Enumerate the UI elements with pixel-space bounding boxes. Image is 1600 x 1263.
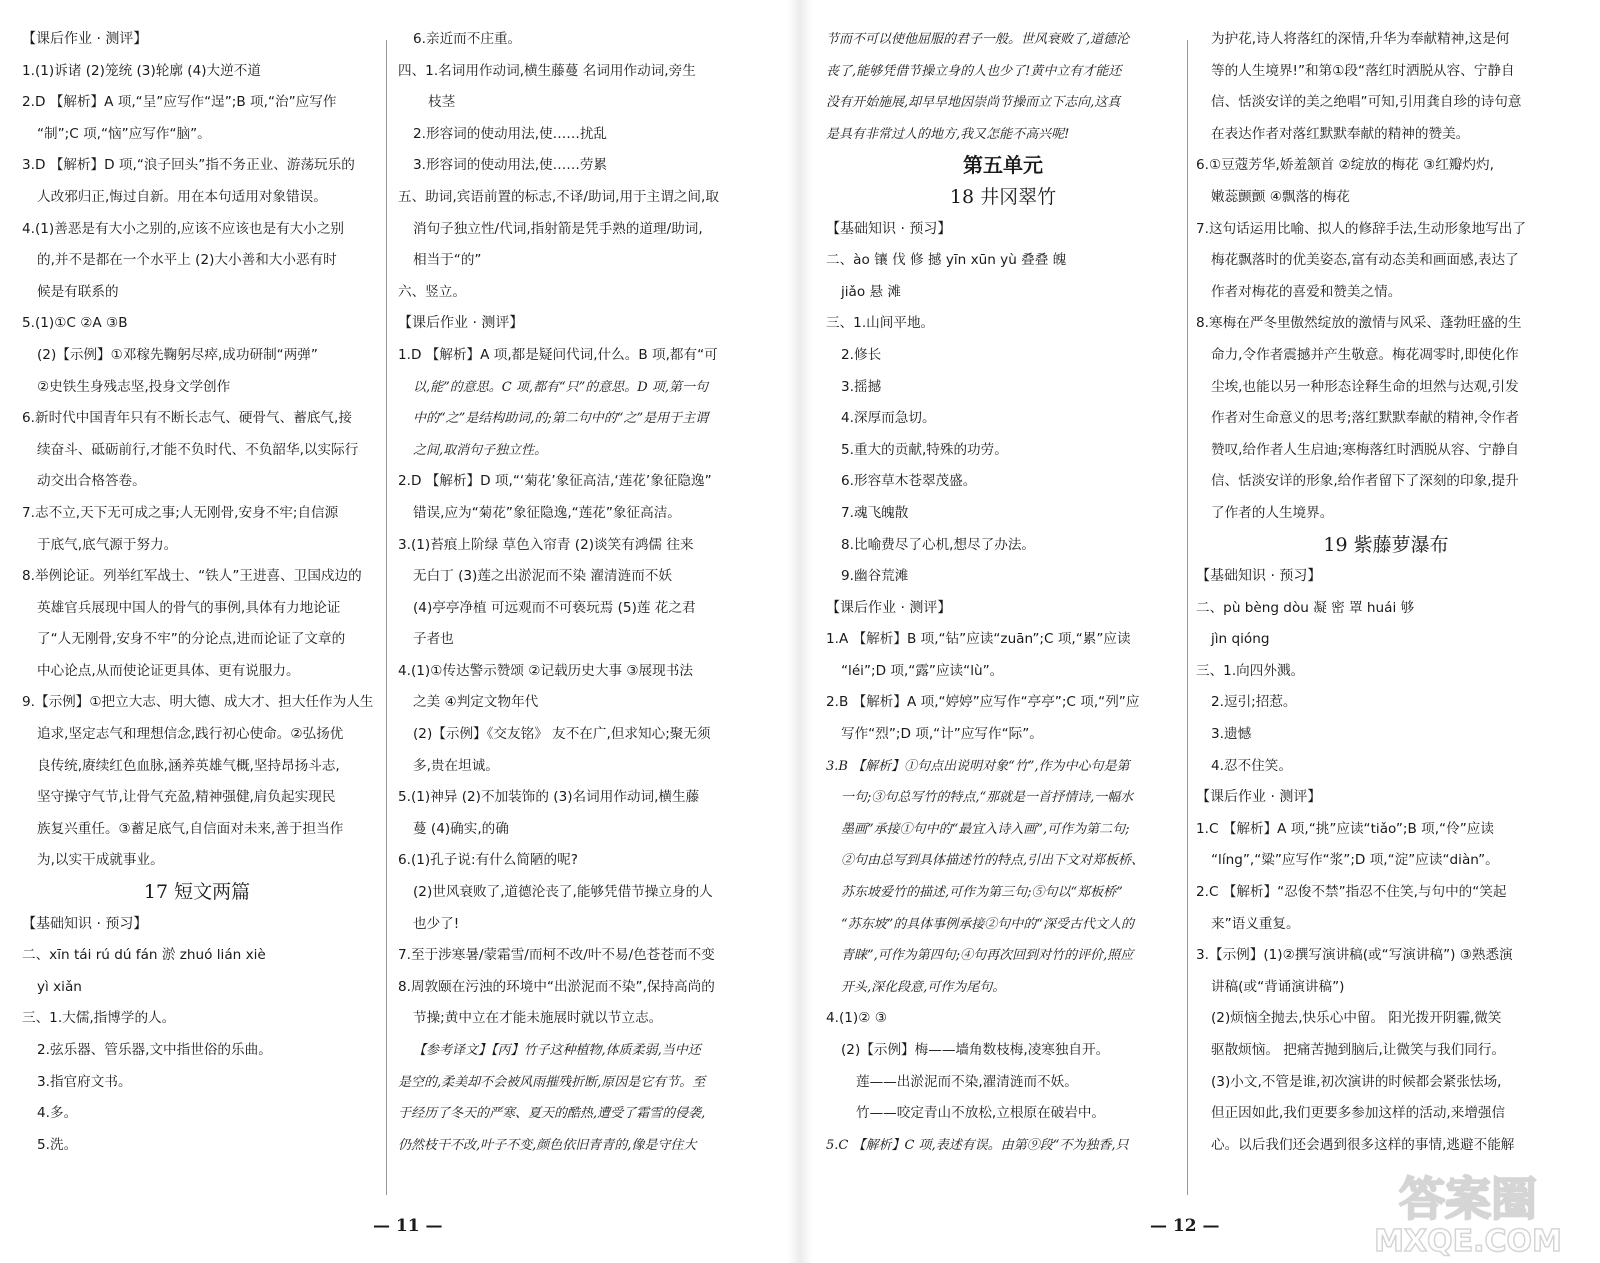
answer-line: 苏东坡爱竹的描述,可作为第三句;⑤句以“郑板桥” — [841, 885, 1123, 901]
answer-line: 以,能”的意思。C 项,都有“只”的意思。D 项,第一句 — [413, 379, 708, 395]
answer-line: 来”语义重复。 — [1211, 915, 1300, 932]
answer-line: 2.B 【解析】A 项,“婷婷”应写作“亭亭”;C 项,“列”应 — [826, 694, 1140, 711]
answer-line: “léi”;D 项,“露”应读“lù”。 — [841, 662, 1004, 679]
answer-line: 在表达作者对落红默默奉献的精神的赞美。 — [1211, 125, 1470, 142]
answer-line: 青睐”,可作为第四句;④句再次回到对竹的评价,照应 — [841, 948, 1134, 964]
lesson-title: 17 短文两篇 — [143, 881, 251, 904]
answer-line: 3.D 【解析】D 项,“浪子回头”指不务正业、游荡玩乐的 — [22, 157, 355, 174]
answer-line: 族复兴重任。③蓄足底气,自信面对未来,善于担当作 — [37, 820, 344, 837]
watermark-logo-icon — [1346, 1163, 1591, 1259]
section-heading: 【课后作业 · 测评】 — [22, 31, 148, 47]
answer-line: 8.寒梅在严冬里傲然绽放的激情与风采、蓬勃旺盛的生 — [1196, 315, 1522, 332]
answer-line: 4.(1)② ③ — [826, 1010, 887, 1027]
answer-line: 无白丁 (3)莲之出淤泥而不染 濯清涟而不妖 — [413, 568, 672, 585]
answer-line: 4.(1)善恶是有大小之别的,应该不应该也是有大小之别 — [22, 220, 345, 237]
answer-line: 6.①豆蔻芳华,娇羞颔首 ②绽放的梅花 ③红瓣灼灼, — [1196, 157, 1494, 174]
translation-line: 于经历了冬天的严寒、夏天的酷热,遭受了霜雪的侵袭, — [398, 1106, 706, 1122]
answer-line: 6.(1)孔子说:有什么简陋的呢? — [398, 852, 578, 869]
answer-line: 三、1.向四外溅。 — [1196, 662, 1305, 679]
answer-line: 8.周敦颐在污浊的环境中“出淤泥而不染”,保持高尚的 — [398, 978, 715, 995]
answer-line: 之间,取消句子独立性。 — [413, 442, 548, 458]
answer-line: “苏东坡”的具体事例承接②句中的“深受古代文人的 — [841, 916, 1134, 932]
answer-line: 5.(1)①C ②A ③B — [22, 315, 128, 332]
answer-line: 蔓 (4)确实,的确 — [413, 820, 509, 837]
answer-line: 为,以实干成就事业。 — [37, 852, 164, 869]
answer-line: 5.(1)神异 (2)不加装饰的 (3)名词用作动词,横生藤 — [398, 789, 700, 806]
answer-line: 中心论点,从而使论证更具体、更有说服力。 — [37, 662, 300, 679]
answer-line: jiǎo 悬 滩 — [841, 283, 902, 300]
lesson-title: 19 紫藤萝瀑布 — [1323, 533, 1449, 556]
answer-line: 作者对梅花的喜爱和赞美之情。 — [1211, 283, 1402, 300]
answer-line: yì xiǎn — [37, 978, 82, 995]
answer-line: 3.指官府文书。 — [37, 1073, 132, 1090]
answer-line: 3.B 【解析】①句点出说明对象“竹”,作为中心句是第 — [826, 758, 1130, 774]
answer-line: 一句;③句总写竹的特点,“那就是一首抒情诗,一幅水 — [841, 790, 1134, 806]
answer-line: 写作“烈”;D 项,“计”应写作“际”。 — [841, 726, 1043, 743]
answer-line: 六、竖立。 — [398, 283, 466, 300]
answer-line: ②史铁生身残志坚,投身文学创作 — [37, 378, 231, 395]
answer-line: 2.D 【解析】A 项,“呈”应写作“逞”;B 项,“治”应写作 — [22, 94, 337, 111]
answer-line: 3.遗憾 — [1211, 726, 1252, 743]
answer-line: 讲稿(或“背诵演讲稿”) — [1211, 978, 1345, 995]
translation-line: 仍然枝干不改,叶子不变,颜色依旧青青的,像是守住大 — [398, 1137, 697, 1153]
answer-line: 相当于“的” — [413, 252, 482, 269]
section-heading: 【基础知识 · 预习】 — [22, 915, 148, 932]
answer-line: 5.C 【解析】C 项,表述有误。由第⑨段“不为独香,只 — [826, 1137, 1129, 1153]
section-heading: 【基础知识 · 预习】 — [1196, 568, 1322, 585]
answer-line: (3)小文,不管是谁,初次演讲的时候都会紧张怯场, — [1211, 1073, 1502, 1090]
answer-line: 3.形容词的使动用法,使……劳累 — [413, 157, 608, 174]
page-number-right: — 12 — — [1150, 1216, 1220, 1236]
answer-line: 追求,坚定志气和理想信念,践行初心使命。②弘扬优 — [37, 726, 344, 743]
watermark-bottom-text: MXQE.COM — [1374, 1224, 1562, 1259]
answer-line: 2.形容词的使动用法,使……扰乱 — [413, 125, 608, 142]
answer-line: 1.A 【解析】B 项,“钻”应读“zuān”;C 项,“累”应读 — [826, 631, 1131, 648]
answer-line: 赞叹,给作者人生启迪;寒梅落红时洒脱从容、宁静自 — [1211, 441, 1519, 458]
left-page-column-2 — [398, 24, 766, 1161]
answer-line: 子者也 — [413, 631, 454, 648]
answer-line: 信、恬淡安详的美之绝唱”可知,引用龚自珍的诗句意 — [1211, 94, 1522, 111]
answer-line: 6.形容草木苍翠茂盛。 — [841, 473, 977, 490]
answer-line: 三、1.大儒,指博学的人。 — [22, 1010, 176, 1027]
answer-line: 二、ào 镶 伐 修 撼 yīn xūn yù 叠叠 魄 — [826, 252, 1067, 269]
answer-line: 8.比喻费尽了心机,想尽了办法。 — [841, 536, 1036, 553]
answer-line: (2)世风衰败了,道德沦丧了,能够凭借节操立身的人 — [413, 884, 713, 901]
answer-line: 也少了! — [413, 915, 460, 932]
answer-line: 1.D 【解析】A 项,都是疑问代词,什么。B 项,都有“可 — [398, 346, 718, 363]
answer-line: 3.【示例】(1)②撰写演讲稿(或“写演讲稿”) ③熟悉演 — [1196, 947, 1513, 964]
section-heading: 【课后作业 · 测评】 — [826, 599, 952, 616]
answer-line: 开头,深化段意,可作为尾句。 — [841, 979, 1006, 995]
answer-line: “制”;C 项,“恼”应写作“脑”。 — [37, 125, 211, 142]
answer-line: 英雄官兵展现中国人的骨气的事例,具体有力地论证 — [37, 599, 341, 616]
answer-line: 嫩蕊颤颤 ④飘落的梅花 — [1211, 188, 1350, 205]
translation-line: 丧了,能够凭借节操立身的人也少了!黄中立有才能还 — [826, 63, 1122, 79]
right-page-column-2 — [1196, 24, 1576, 1161]
answer-line: 2.C 【解析】“忍俊不禁”指忍不住笑,与句中的“笑起 — [1196, 884, 1507, 901]
watermark-top-text: 答案圈 — [1399, 1172, 1537, 1226]
section-heading: 【基础知识 · 预习】 — [826, 220, 952, 237]
answer-line: 但正因如此,我们更要多参加这样的活动,来增强信 — [1211, 1105, 1506, 1122]
answer-line: 莲——出淤泥而不染,濯清涟而不妖。 — [856, 1073, 1078, 1090]
translation-line: 没有开始施展,却早早地因崇尚节操而立下志向,这真 — [826, 95, 1121, 111]
answer-line: 的,并不是都在一个水平上 (2)大小善和大小恶有时 — [37, 252, 337, 269]
answer-line: 7.至于涉寒暑/蒙霜雪/而柯不改/叶不易/色苍苍而不变 — [398, 947, 715, 964]
answer-line: 三、1.山间平地。 — [826, 315, 935, 332]
answer-line: 9.幽谷荒滩 — [841, 568, 909, 585]
column-divider-left — [386, 40, 387, 1195]
translation-line: 节而不可以使他屈服的君子一般。世风衰败了,道德沦 — [826, 32, 1130, 47]
answer-line: 2.D 【解析】D 项,“‘菊花’象征高洁,‘莲花’象征隐逸” — [398, 473, 712, 490]
answer-line: 二、pù bèng dòu 凝 密 罩 huái 够 — [1196, 599, 1415, 616]
answer-line: 作者对生命意义的思考;落红默默奉献的精神,令作者 — [1211, 410, 1519, 427]
answer-line: 驱散烦恼。 把痛苦抛到脑后,让微笑与我们同行。 — [1211, 1042, 1506, 1058]
answer-line: 信、恬淡安详的形象,给作者留下了深刻的印象,提升 — [1211, 473, 1519, 490]
answer-line: 尘埃,也能以另一种形态诠释生命的坦然与达观,引发 — [1211, 378, 1519, 395]
answer-line: 候是有联系的 — [37, 283, 119, 300]
answer-line: 7.志不立,天下无可成之事;人无刚骨,安身不牢;自信源 — [22, 504, 339, 521]
answer-line: 7.这句话运用比喻、拟人的修辞手法,生动形象地写出了 — [1196, 220, 1526, 237]
answer-line: 了作者的人生境界。 — [1211, 504, 1334, 521]
answer-line: 节操;黄中立在才能未施展时就以节立志。 — [413, 1010, 663, 1027]
translation-line: 【参考译文】【丙】竹子这种植物,体质柔弱,当中还 — [413, 1043, 701, 1058]
answer-line: 4.多。 — [37, 1105, 78, 1122]
answer-line: 6.新时代中国青年只有不断长志气、硬骨气、蓄底气,接 — [22, 410, 352, 427]
answer-line: (2)烦恼全抛去,快乐心中留。 阳光拨开阴霾,微笑 — [1211, 1010, 1502, 1027]
right-page-column-1 — [826, 24, 1180, 1161]
answer-line: 二、xīn tái rú dú fán 淤 zhuó lián xiè — [22, 947, 266, 964]
answer-line: 2.弦乐器、管乐器,文中指世俗的乐曲。 — [37, 1042, 272, 1058]
answer-line: 1.C 【解析】A 项,“挑”应读“tiǎo”;B 项,“伶”应读 — [1196, 820, 1494, 837]
answer-line: 续奋斗、砥砺前行,才能不负时代、不负韶华,以实际行 — [37, 441, 359, 458]
answer-line: 5.重大的贡献,特殊的功劳。 — [841, 441, 1008, 458]
answer-line: 3.(1)苔痕上阶绿 草色入帘青 (2)谈笑有鸿儒 往来 — [398, 536, 694, 553]
answer-line: 7.魂飞魄散 — [841, 504, 909, 521]
answer-line: (2)【示例】梅——墙角数枝梅,凌寒独自开。 — [841, 1042, 1110, 1058]
answer-line: 多,贵在坦诚。 — [413, 757, 499, 774]
answer-line: 五、助词,宾语前置的标志,不译/助词,用于主谓之间,取 — [398, 188, 719, 205]
section-heading: 【课后作业 · 测评】 — [398, 315, 524, 332]
answer-line: 为护花,诗人将落红的深情,升华为奉献精神,这是何 — [1211, 31, 1510, 47]
answer-line: 于底气,底气源于努力。 — [37, 536, 178, 553]
answer-line: 1.(1)诉诸 (2)笼统 (3)轮廓 (4)大逆不道 — [22, 62, 261, 79]
answer-line: (4)亭亭净植 可远观而不可亵玩焉 (5)莲 花之君 — [413, 599, 696, 616]
answer-line: 人改邪归正,悔过自新。用在本句适用对象错误。 — [37, 188, 327, 205]
answer-line: 梅花飘落时的优美姿态,富有动态美和画面感,表达了 — [1211, 252, 1519, 269]
translation-line: 是空的,柔美却不会被风雨摧残折断,原因是它有节。至 — [398, 1074, 706, 1090]
answer-line: 5.洗。 — [37, 1136, 78, 1153]
translation-line: 是具有非常过人的地方,我又怎能不高兴呢! — [826, 126, 1070, 142]
answer-line: 之美 ④判定文物年代 — [413, 694, 539, 711]
answer-line: 6.亲近而不庄重。 — [413, 31, 522, 47]
answer-line: 3.摇撼 — [841, 378, 882, 395]
section-heading: 【课后作业 · 测评】 — [1196, 789, 1322, 806]
answer-line: 动交出合格答卷。 — [37, 473, 146, 490]
answer-line: 2.修长 — [841, 346, 882, 363]
answer-line: 8.举例论证。列举红军战士、“铁人”王进喜、卫国戍边的 — [22, 568, 362, 585]
unit-title: 第五单元 — [963, 153, 1043, 178]
answer-line: 竹——咬定青山不放松,立根原在破岩中。 — [856, 1105, 1106, 1122]
answer-line: 4.深厚而急切。 — [841, 410, 936, 427]
answer-line: “líng”,“粱”应写作“浆”;D 项,“淀”应读“diàn”。 — [1211, 852, 1499, 869]
lesson-title: 18 井冈翠竹 — [949, 185, 1057, 208]
answer-line: 心。以后我们还会遇到很多这样的事情,逃避不能解 — [1211, 1136, 1515, 1153]
answer-line: ②句由总写到具体描述竹的特点,引出下文对郑板桥、 — [841, 853, 1145, 869]
answer-line: 4.(1)①传达警示赞颂 ②记载历史大事 ③展现书法 — [398, 662, 693, 679]
answer-line: 墨画”承接①句中的“最宜入诗入画”,可作为第二句; — [841, 821, 1130, 837]
column-divider-right — [1187, 40, 1188, 1195]
answer-line: 错误,应为“菊花”象征隐逸,“莲花”象征高洁。 — [413, 504, 681, 521]
answer-line: 枝茎 — [428, 94, 456, 111]
answer-line: 消句子独立性/代词,指射箭是凭手熟的道理/助词, — [413, 220, 703, 237]
answer-line: 等的人生境界!”和第①段“落红时洒脱从容、宁静自 — [1211, 62, 1515, 79]
answer-line: 良传统,赓续红色血脉,涵养英雄气概,坚持昂扬斗志, — [37, 757, 340, 774]
answer-line: 四、1.名词用作动词,横生藤蔓 名词用作动词,旁生 — [398, 62, 696, 79]
answer-line: (2)【示例】《交友铭》 友不在广,但求知心;聚无须 — [413, 726, 711, 743]
answer-line: (2)【示例】①邓稼先鞠躬尽瘁,成功研制“两弹” — [37, 346, 318, 363]
answer-line: 命力,令作者震撼并产生敬意。梅花凋零时,即使化作 — [1211, 346, 1519, 363]
page-gutter — [788, 0, 812, 1263]
answer-line: 坚守操守气节,让骨气充盈,精神强健,肩负起实现民 — [37, 789, 336, 806]
answer-line: 了“人无刚骨,安身不牢”的分论点,进而论证了文章的 — [37, 631, 346, 648]
page-number-left: — 11 — — [373, 1216, 443, 1236]
answer-line: 4.忍不住笑。 — [1211, 757, 1292, 774]
answer-line: 2.逗引;招惹。 — [1211, 694, 1297, 711]
answer-line: jìn qióng — [1211, 631, 1270, 648]
answer-line: 9.【示例】①把立大志、明大德、成大才、担大任作为人生 — [22, 694, 374, 711]
answer-line: 中的“之”是结构助词,的;第二句中的“之”是用于主谓 — [413, 411, 709, 427]
left-page-column-1 — [22, 24, 372, 1161]
